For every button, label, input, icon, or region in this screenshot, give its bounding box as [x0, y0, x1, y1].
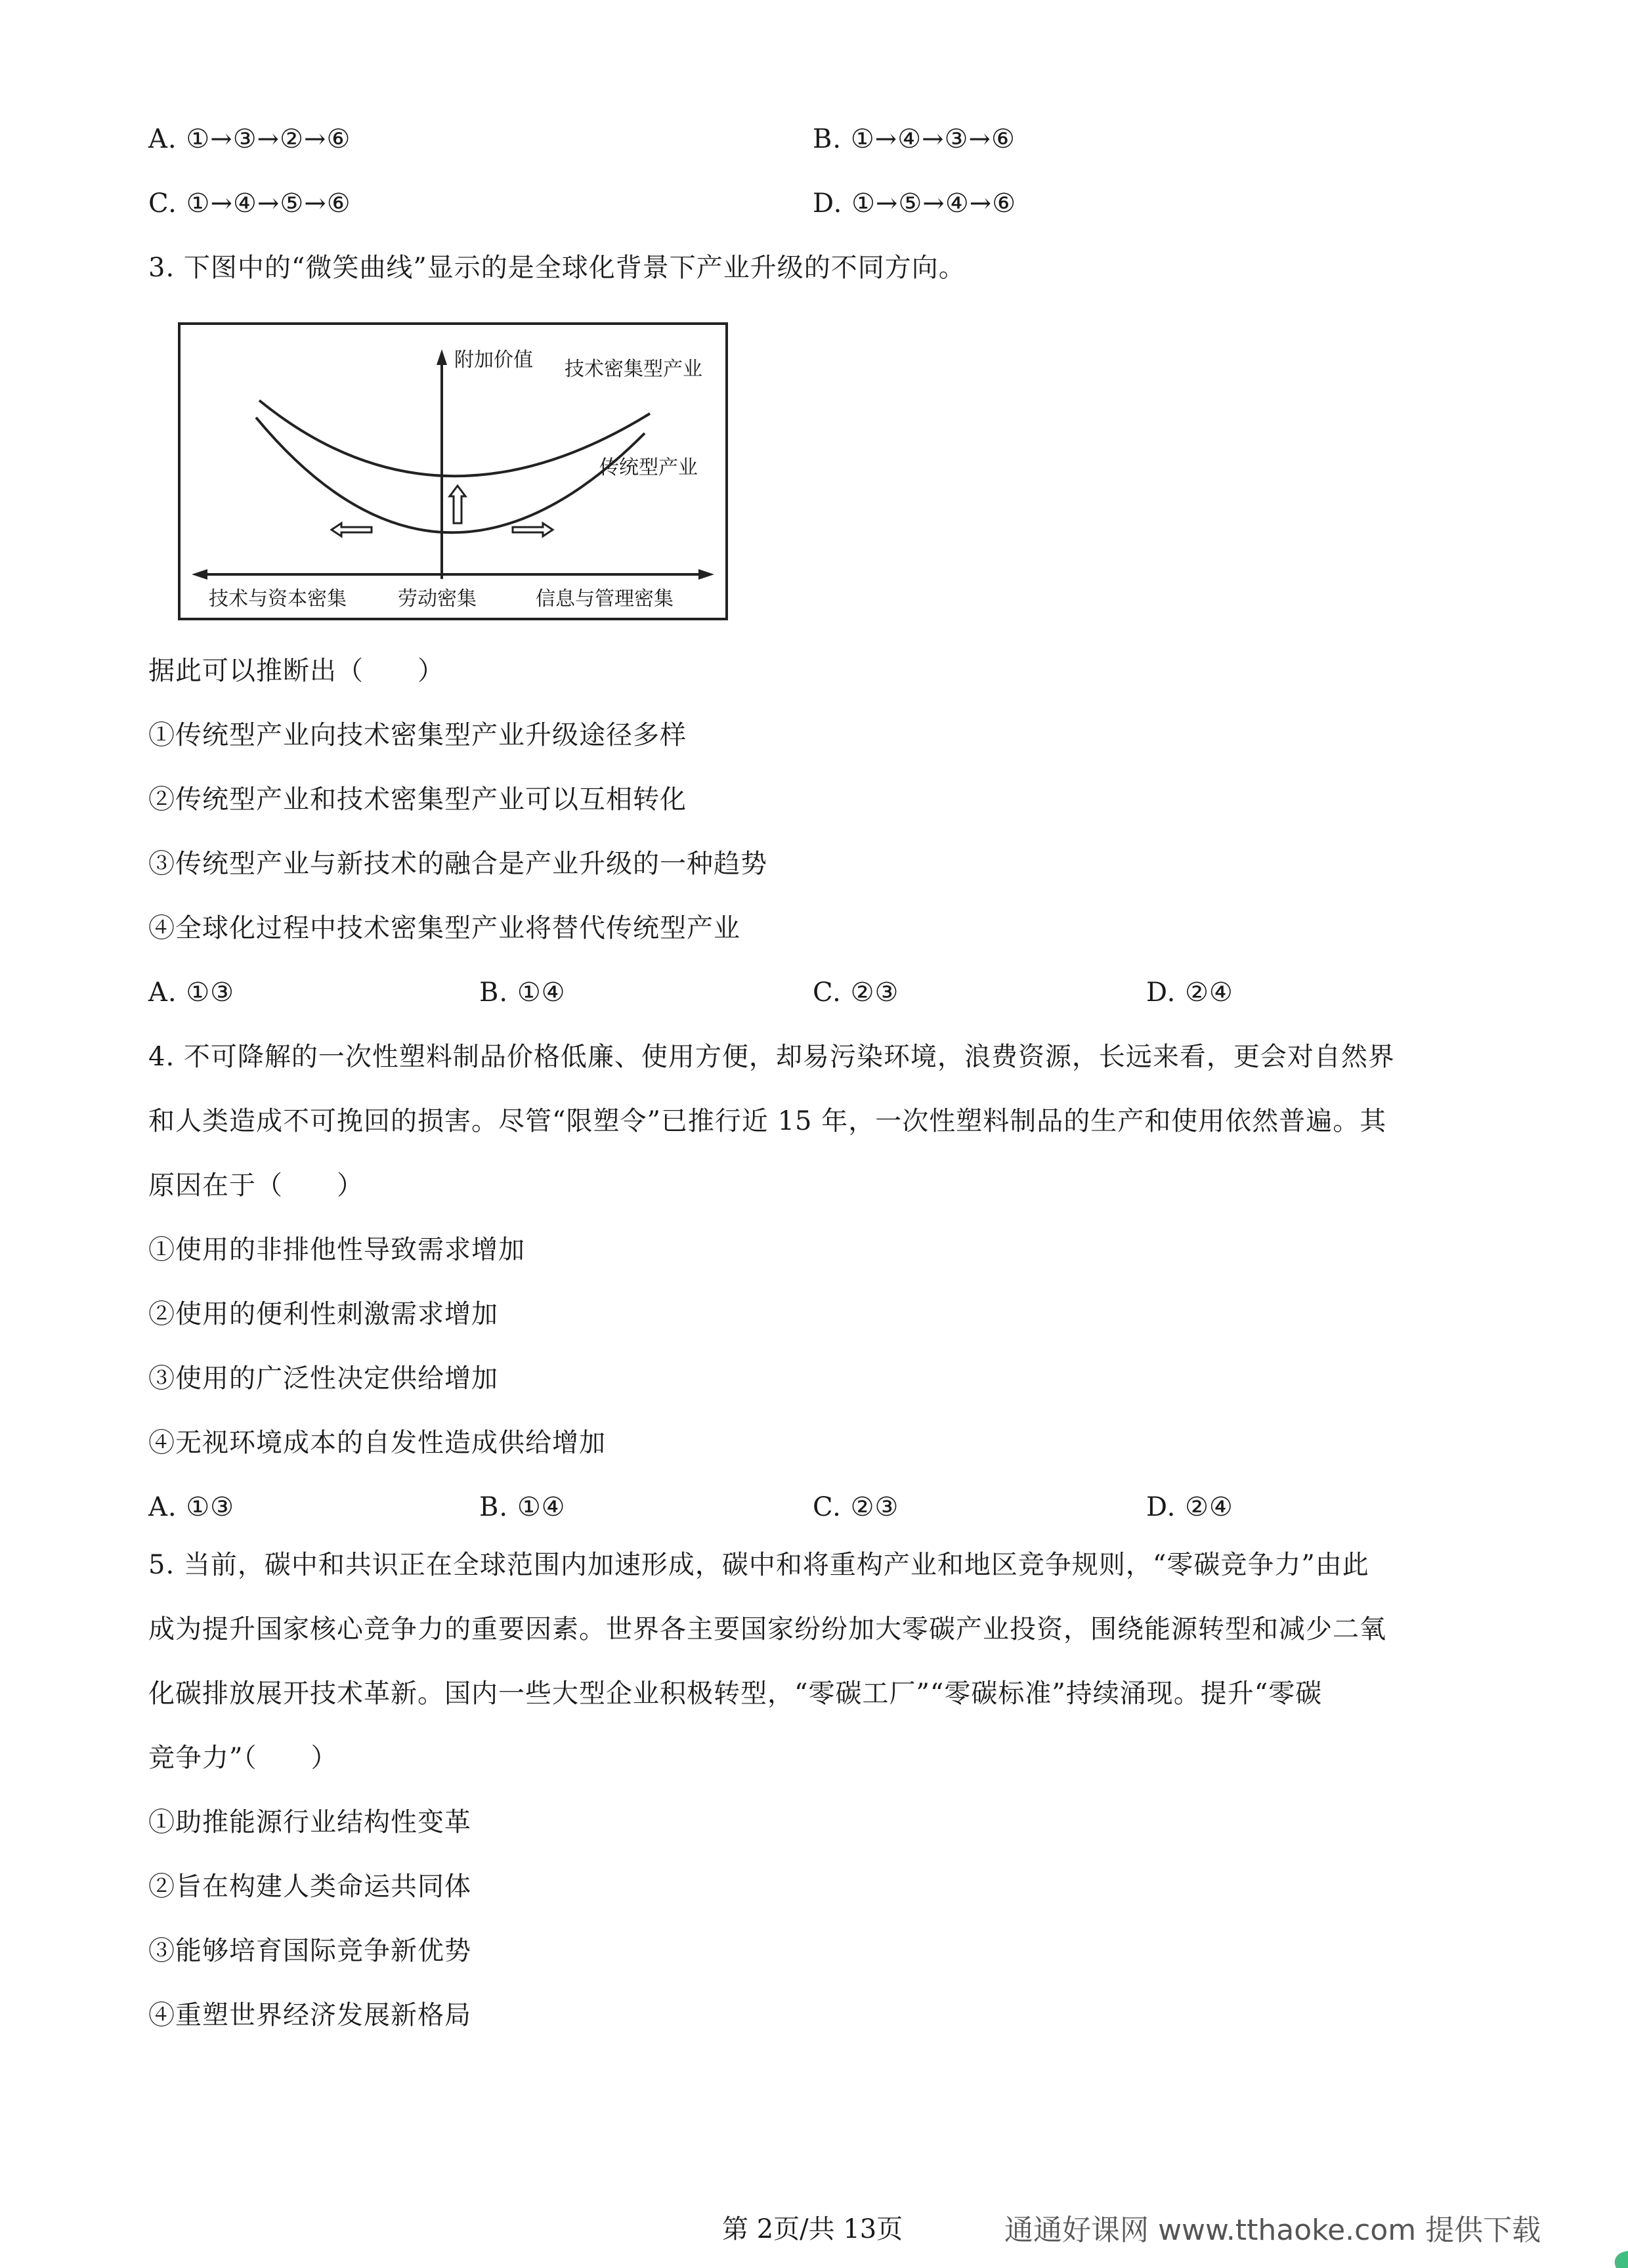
- q4-option-b: B. ①④: [479, 1492, 566, 1522]
- q4-item-4: ④无视环境成本的自发性造成供给增加: [148, 1428, 606, 1458]
- q2-option-a: A. ①→③→②→⑥: [148, 124, 351, 154]
- q3-option-c: C. ②③: [813, 977, 899, 1008]
- q5-stem-line-4: 竞争力”（ ）: [148, 1743, 338, 1773]
- q4-item-2: ②使用的便利性刺激需求增加: [148, 1299, 498, 1329]
- q4-stem-line-3: 原因在于（ ）: [148, 1170, 364, 1201]
- q5-item-1: ①助推能源行业结构性变革: [148, 1807, 471, 1837]
- q5-item-4: ④重塑世界经济发展新格局: [148, 2000, 471, 2030]
- q4-item-3: ③使用的广泛性决定供给增加: [148, 1363, 498, 1394]
- x-mid-label: 劳动密集: [398, 588, 477, 610]
- x-left-label: 技术与资本密集: [209, 588, 347, 610]
- q4-stem-line-2: 和人类造成不可挽回的损害。尽管“限塑令”已推行近 15 年，一次性塑料制品的生产和使用依然普遍。其: [148, 1106, 1387, 1136]
- q4-item-1: ①使用的非排他性导致需求增加: [148, 1235, 525, 1265]
- leaf-icon: [1611, 2248, 1628, 2268]
- q4-option-d: D. ②④: [1146, 1492, 1233, 1522]
- q5-item-3: ③能够培育国际竞争新优势: [148, 1936, 471, 1966]
- y-axis-label: 附加价值: [454, 349, 533, 372]
- q2-option-d: D. ①→⑤→④→⑥: [813, 188, 1017, 219]
- lower-curve-label: 传统型产业: [599, 456, 698, 479]
- upper-curve-label: 技术密集型产业: [565, 358, 702, 381]
- q3-option-b: B. ①④: [479, 977, 566, 1008]
- q3-stem: 3. 下图中的“微笑曲线”显示的是全球化背景下产业升级的不同方向。: [148, 253, 966, 283]
- q4-option-c: C. ②③: [813, 1492, 899, 1522]
- q5-stem-line-2: 成为提升国家核心竞争力的重要因素。世界各主要国家纷纷加大零碳产业投资，围绕能源转型和减少二氧: [148, 1614, 1386, 1644]
- q5-stem-line-3: 化碳排放展开技术革新。国内一些大型企业积极转型，“零碳工厂”“零碳标准”持续涌现。提升“零碳: [148, 1679, 1323, 1709]
- q3-item-3: ③传统型产业与新技术的融合是产业升级的一种趋势: [148, 849, 767, 879]
- q5-stem-line-1: 5. 当前，碳中和共识正在全球范围内加速形成，碳中和将重构产业和地区竞争规则，“零碳竞争力”由此: [148, 1550, 1369, 1580]
- q2-option-c: C. ①→④→⑤→⑥: [148, 188, 351, 219]
- smile-curve-figure: [177, 322, 729, 621]
- page-number: 第 2页/共 13页: [722, 2214, 903, 2244]
- q3-option-d: D. ②④: [1146, 977, 1233, 1008]
- x-right-label: 信息与管理密集: [536, 588, 674, 610]
- q3-item-2: ②传统型产业和技术密集型产业可以互相转化: [148, 784, 687, 815]
- q5-item-2: ②旨在构建人类命运共同体: [148, 1872, 471, 1902]
- q3-option-a: A. ①③: [148, 977, 235, 1008]
- q2-option-b: B. ①→④→③→⑥: [813, 124, 1016, 154]
- q3-item-1: ①传统型产业向技术密集型产业升级途径多样: [148, 720, 687, 750]
- q4-stem-line-1: 4. 不可降解的一次性塑料制品价格低廉、使用方便，却易污染环境，浪费资源，长远来看，更会对自然界: [148, 1042, 1395, 1072]
- q4-option-a: A. ①③: [148, 1492, 235, 1522]
- q3-item-4: ④全球化过程中技术密集型产业将替代传统型产业: [148, 913, 740, 943]
- q3-prompt: 据此可以推断出（ ）: [148, 656, 444, 686]
- watermark-text: 通通好课网 www.tthaoke.com 提供下载: [1004, 2214, 1541, 2247]
